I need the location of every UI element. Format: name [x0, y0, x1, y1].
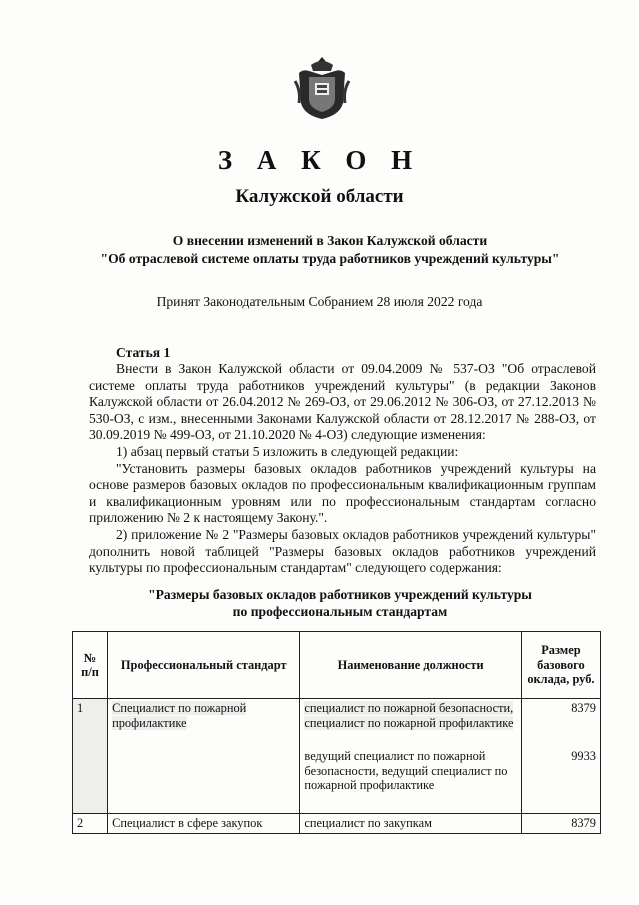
subject-line-2: "Об отраслевой системе оплаты труда работников учреждений культуры" — [100, 251, 560, 266]
header-num: № п/п — [73, 632, 108, 699]
article-paragraph-1: Внести в Закон Калужской области от 09.04.2009 № 537-ОЗ "Об отраслевой системе оплаты труда работников учреждений культуры" (в редакции Законов Калужской области от 26.04.2012 № 269-ОЗ, от 29.06.2012 № 306-ОЗ, от 27.12.2013 № 530-ОЗ, с изм., внесенными Законами Калужской области от 28.12.2017 № 288-ОЗ, от 30.09.2019 № 499-ОЗ, от 21.10.2020 № 4-ОЗ) следующие изменения: — [89, 361, 596, 443]
table-row — [73, 814, 601, 834]
row-standard — [108, 699, 300, 814]
header-salary: Размер базового оклада, руб. — [521, 632, 600, 699]
table-header-row — [73, 632, 601, 699]
row-position-text: специалист по пожарной безопасности, специалист по пожарной профилактике — [304, 701, 514, 730]
table-title-line-2: по профессиональным стандартам — [232, 604, 448, 619]
row-position: специалист по закупкам — [300, 814, 521, 834]
salary-table — [72, 631, 601, 834]
table-title — [80, 586, 600, 620]
article-body — [89, 361, 596, 577]
law-subject — [60, 232, 600, 268]
law-title: З А К О Н — [217, 145, 422, 175]
row-salary: 8379 — [521, 814, 600, 834]
row-standard: Специалист в сфере закупок — [108, 814, 300, 834]
coat-of-arms-emblem — [293, 55, 351, 121]
row-position — [300, 699, 521, 748]
adoption-date-line: Принят Законодательным Собранием 28 июля 2022 года — [156, 294, 483, 309]
article-paragraph-3: "Установить размеры базовых окладов работников учреждений культуры на основе размеров базовых окладов по профессиональным квалификационным группам и квалификационным уровням или по профессиональным стандартам согласно приложению № 2 к настоящему Закону.". — [89, 460, 596, 526]
table-row — [73, 699, 601, 748]
article-paragraph-4: 2) приложение № 2 "Размеры базовых окладов работников учреждений культуры" дополнить новой таблицей "Размеры базовых окладов работников учреждений культуры по профессиональным стандартам" следующего содержания: — [89, 526, 596, 576]
row-salary: 9933 — [521, 747, 600, 814]
header-standard: Профессиональный стандарт — [108, 632, 300, 699]
article-heading: Статья 1 — [116, 345, 171, 360]
row-salary: 8379 — [521, 699, 600, 748]
article-paragraph-2: 1) абзац первый статьи 5 изложить в следующей редакции: — [116, 443, 459, 459]
row-standard-text: Специалист по пожарной профилактике — [112, 701, 247, 730]
subject-line-1: О внесении изменений в Закон Калужской области — [172, 233, 488, 248]
region-title: Калужской области — [235, 186, 404, 207]
row-num: 1 — [73, 699, 108, 814]
row-num: 2 — [73, 814, 108, 834]
header-position: Наименование должности — [300, 632, 521, 699]
row-position: ведущий специалист по пожарной безопасности, ведущий специалист по пожарной профилактике — [300, 747, 521, 814]
table-title-line-1: "Размеры базовых окладов работников учреждений культуры — [148, 587, 532, 602]
